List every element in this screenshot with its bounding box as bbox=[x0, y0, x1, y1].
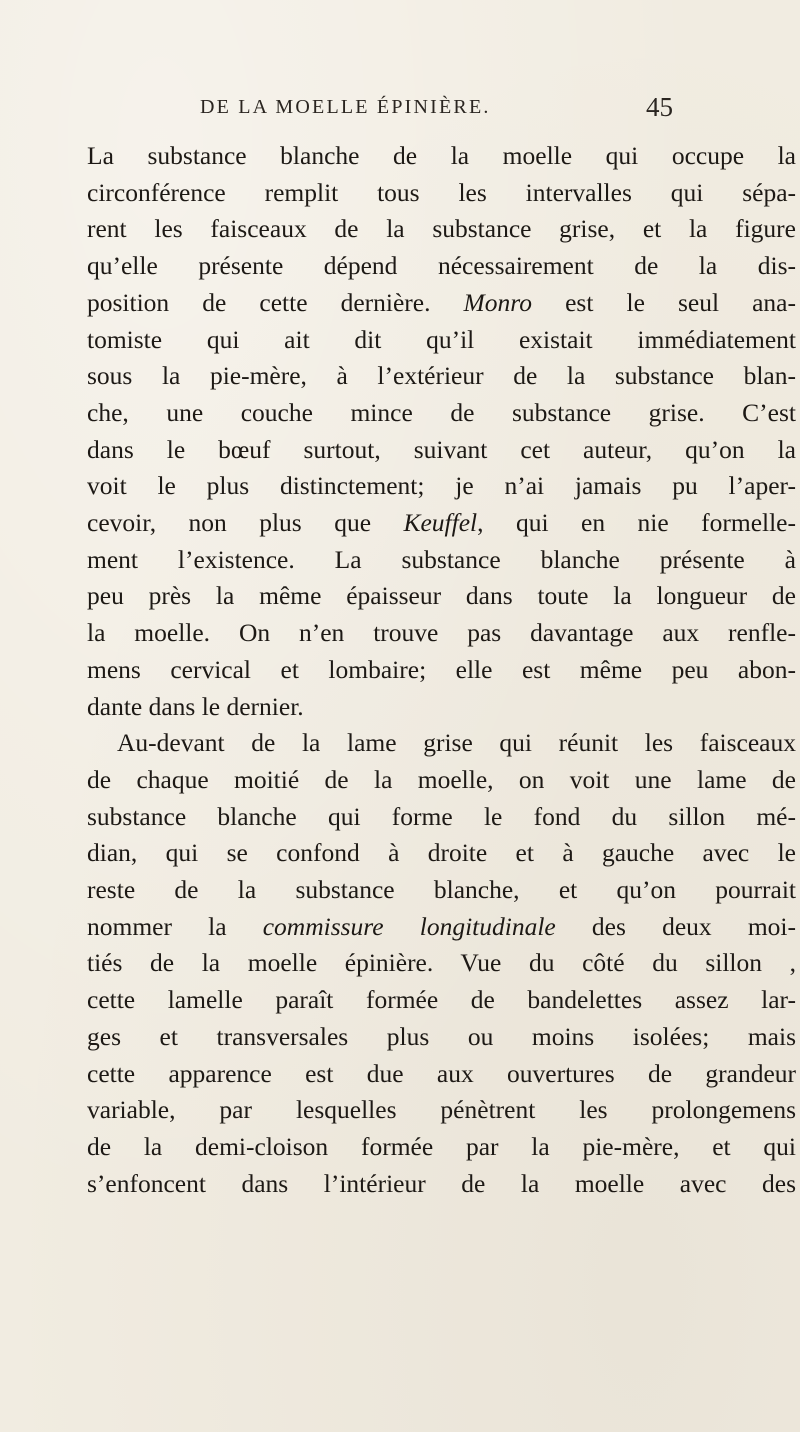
text-segment: La substance blanche de la moelle qui occupe la bbox=[87, 141, 796, 170]
text-line bbox=[87, 944, 796, 981]
italic-name: Monro bbox=[463, 287, 533, 317]
text-line bbox=[87, 651, 796, 688]
italic-name: commissure longitudinale bbox=[262, 911, 556, 941]
page-number: 45 bbox=[646, 92, 673, 122]
running-header bbox=[0, 92, 800, 126]
text-line bbox=[87, 357, 796, 394]
text-segment: est le seul ana- bbox=[532, 287, 796, 317]
text-line bbox=[87, 688, 796, 725]
text-line bbox=[87, 174, 796, 211]
text-segment: cette apparence est due aux ouvertures de grandeur bbox=[87, 1058, 796, 1088]
text-line bbox=[87, 1128, 796, 1165]
text-segment: de la demi-cloison formée par la pie-mère, et qui bbox=[87, 1131, 796, 1161]
text-segment: substance blanche qui forme le fond du sillon mé- bbox=[87, 801, 796, 831]
text-segment: variable, par lesquelles pénètrent les prolongemens bbox=[87, 1095, 796, 1125]
text-line bbox=[87, 541, 796, 578]
text-segment: circonférence remplit tous les intervalles qui sépa- bbox=[87, 177, 796, 207]
text-segment: dian, qui se confond à droite et à gauche avec le bbox=[87, 838, 796, 868]
text-line bbox=[87, 284, 796, 321]
text-segment: cevoir, non plus que bbox=[87, 508, 404, 537]
text-line bbox=[87, 394, 796, 431]
text-line bbox=[87, 467, 796, 504]
text-line bbox=[87, 504, 796, 541]
text-line bbox=[87, 871, 796, 908]
text-segment: de chaque moitié de la moelle, on voit une lame de bbox=[87, 764, 796, 794]
text-line bbox=[87, 137, 796, 174]
text-line bbox=[87, 761, 796, 798]
text-line bbox=[87, 981, 796, 1018]
text-segment: reste de la substance blanche, et qu’on pourrait bbox=[87, 875, 796, 904]
text-line bbox=[87, 577, 796, 614]
text-segment: dans le bœuf surtout, suivant cet auteur, qu’on la bbox=[87, 434, 796, 464]
running-title: DE LA MOELLE ÉPINIÈRE. bbox=[200, 96, 491, 118]
text-segment: tomiste qui ait dit qu’il existait immédiatement bbox=[87, 324, 796, 354]
text-line bbox=[87, 210, 796, 247]
text-segment: tiés de la moelle épinière. Vue du côté du sillon , bbox=[87, 948, 796, 978]
text-segment: voit le plus distinctement; je n’ai jamais pu l’aper- bbox=[87, 471, 796, 501]
text-segment: s’enfoncent dans l’intérieur de la moelle avec des bbox=[87, 1168, 796, 1198]
text-line bbox=[87, 834, 796, 871]
text-segment: Au-devant de la lame grise qui réunit les faisceaux bbox=[117, 728, 796, 758]
text-segment: la moelle. On n’en trouve pas davantage aux renfle- bbox=[87, 618, 796, 648]
text-line bbox=[87, 431, 796, 468]
text-line bbox=[87, 247, 796, 284]
text-line bbox=[87, 1018, 796, 1055]
italic-name: Keuffel bbox=[403, 508, 478, 537]
text-segment: position de cette dernière. bbox=[87, 287, 464, 317]
text-segment: cette lamelle paraît formée de bandelettes assez lar- bbox=[87, 985, 796, 1015]
text-segment: , qui en nie formelle- bbox=[477, 508, 796, 537]
text-segment: nommer la bbox=[87, 911, 263, 941]
text-segment: peu près la même épaisseur dans toute la longueur de bbox=[87, 581, 796, 611]
text-segment: ment l’existence. La substance blanche présente à bbox=[87, 544, 796, 574]
text-segment: qu’elle présente dépend nécessairement de la dis- bbox=[87, 251, 796, 281]
text-segment: rent les faisceaux de la substance grise, et la figure bbox=[87, 214, 796, 244]
text-segment: mens cervical et lombaire; elle est même peu abon- bbox=[87, 654, 796, 684]
text-line bbox=[87, 1165, 796, 1202]
text-line bbox=[87, 908, 796, 945]
text-segment: che, une couche mince de substance grise. C’est bbox=[87, 397, 796, 427]
text-segment: sous la pie-mère, à l’extérieur de la substance blan- bbox=[87, 361, 796, 391]
text-line bbox=[87, 1055, 796, 1092]
text-segment: des deux moi- bbox=[555, 911, 796, 941]
text-line bbox=[87, 1091, 796, 1128]
text-line bbox=[87, 614, 796, 651]
text-line bbox=[87, 321, 796, 358]
text-segment: dante dans le dernier. bbox=[87, 691, 304, 721]
text-line bbox=[87, 798, 796, 835]
text-segment: ges et transversales plus ou moins isolées; mais bbox=[87, 1021, 796, 1051]
text-line bbox=[117, 724, 796, 761]
